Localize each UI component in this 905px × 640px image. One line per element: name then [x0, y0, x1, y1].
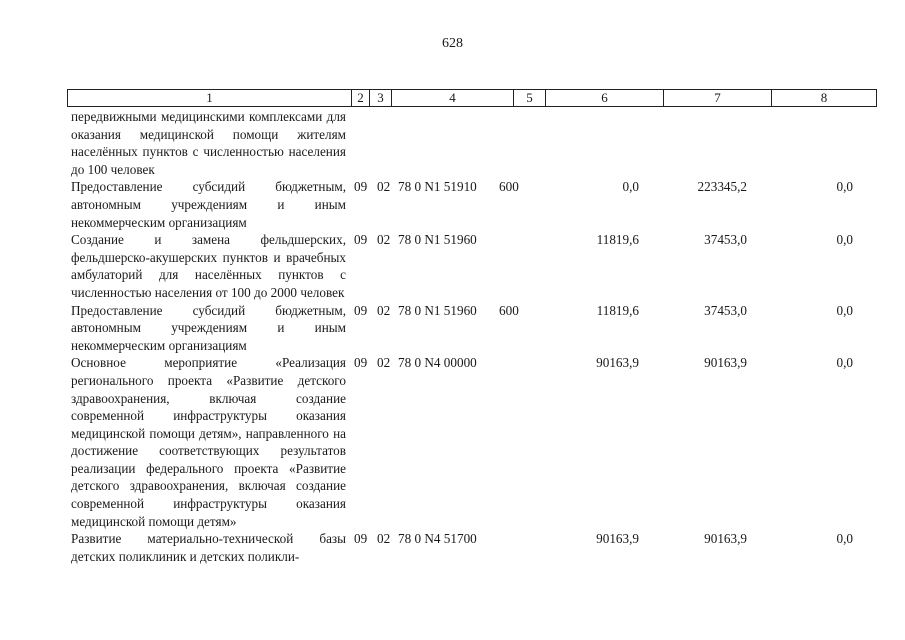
- amount-col-8: 0,0: [836, 179, 853, 195]
- column-header-5: 5: [514, 90, 546, 107]
- amount-col-7: 90163,9: [704, 531, 747, 547]
- table-row: [71, 302, 861, 355]
- row-description: Предоставление субсидий бюджетным, автономным учреждениям и иным некоммерческим организациям: [71, 179, 346, 230]
- amount-col-7: 90163,9: [704, 355, 747, 371]
- table-row: [71, 231, 861, 301]
- column-header-8: 8: [772, 90, 877, 107]
- table-row: [71, 178, 861, 231]
- target-article-code: 78 0 N1 51960: [398, 232, 477, 248]
- amount-col-6: 11819,6: [596, 232, 639, 248]
- amount-col-7: 37453,0: [704, 232, 747, 248]
- amount-col-8: 0,0: [836, 355, 853, 371]
- column-header-7: 7: [664, 90, 772, 107]
- section-code: 09: [354, 355, 368, 371]
- target-article-code: 78 0 N1 51910: [398, 179, 477, 195]
- amount-col-6: 0,0: [622, 179, 639, 195]
- section-code: 09: [354, 179, 368, 195]
- target-article-code: 78 0 N1 51960: [398, 302, 477, 318]
- expense-type-code: 600: [499, 179, 519, 195]
- amount-col-8: 0,0: [836, 302, 853, 318]
- section-code: 09: [354, 302, 368, 318]
- table-row: [71, 354, 861, 530]
- table-row: [71, 530, 861, 565]
- column-header-3: 3: [370, 90, 392, 107]
- row-description: Основное мероприятие «Реализация регионального проекта «Развитие детского здравоохранения, включая создание современной инфраструктуры оказания медицинской помощи детям», направленного на достижение соответствующих результатов реализации федерального проекта «Развитие детского здравоохранения, включая создание современной инфраструктуры оказания медицинской помощи детям»: [71, 355, 346, 529]
- amount-col-8: 0,0: [836, 232, 853, 248]
- row-description: Создание и замена фельдшерских, фельдшерско-акушерских пунктов и врачебных амбулаторий для населённых пунктов с численностью населения от 100 до 2000 человек: [71, 232, 346, 300]
- column-header-4: 4: [392, 90, 514, 107]
- amount-col-6: 90163,9: [596, 355, 639, 371]
- row-description: передвижными медицинскими комплексами для оказания медицинской помощи жителям населённых пунктов с численностью населения до 100 человек: [71, 109, 346, 177]
- table-body: [71, 108, 861, 565]
- column-header-row: [68, 90, 877, 107]
- amount-col-6: 11819,6: [596, 302, 639, 318]
- table-row: [71, 108, 861, 178]
- subsection-code: 02: [377, 355, 391, 371]
- amount-col-7: 37453,0: [704, 302, 747, 318]
- column-header-1: 1: [68, 90, 352, 107]
- section-code: 09: [354, 232, 368, 248]
- amount-col-6: 90163,9: [596, 531, 639, 547]
- page-number: 628: [442, 36, 463, 51]
- column-header-2: 2: [352, 90, 370, 107]
- expense-type-code: 600: [499, 302, 519, 318]
- row-description: Развитие материально-технической базы детских поликлиник и детских поликли-: [71, 531, 346, 564]
- subsection-code: 02: [377, 179, 391, 195]
- subsection-code: 02: [377, 531, 391, 547]
- subsection-code: 02: [377, 302, 391, 318]
- column-header-table: [67, 89, 877, 107]
- target-article-code: 78 0 N4 51700: [398, 531, 477, 547]
- row-description: Предоставление субсидий бюджетным, автономным учреждениям и иным некоммерческим организациям: [71, 302, 346, 353]
- column-header-6: 6: [546, 90, 664, 107]
- amount-col-8: 0,0: [836, 531, 853, 547]
- section-code: 09: [354, 531, 368, 547]
- target-article-code: 78 0 N4 00000: [398, 355, 477, 371]
- subsection-code: 02: [377, 232, 391, 248]
- amount-col-7: 223345,2: [697, 179, 747, 195]
